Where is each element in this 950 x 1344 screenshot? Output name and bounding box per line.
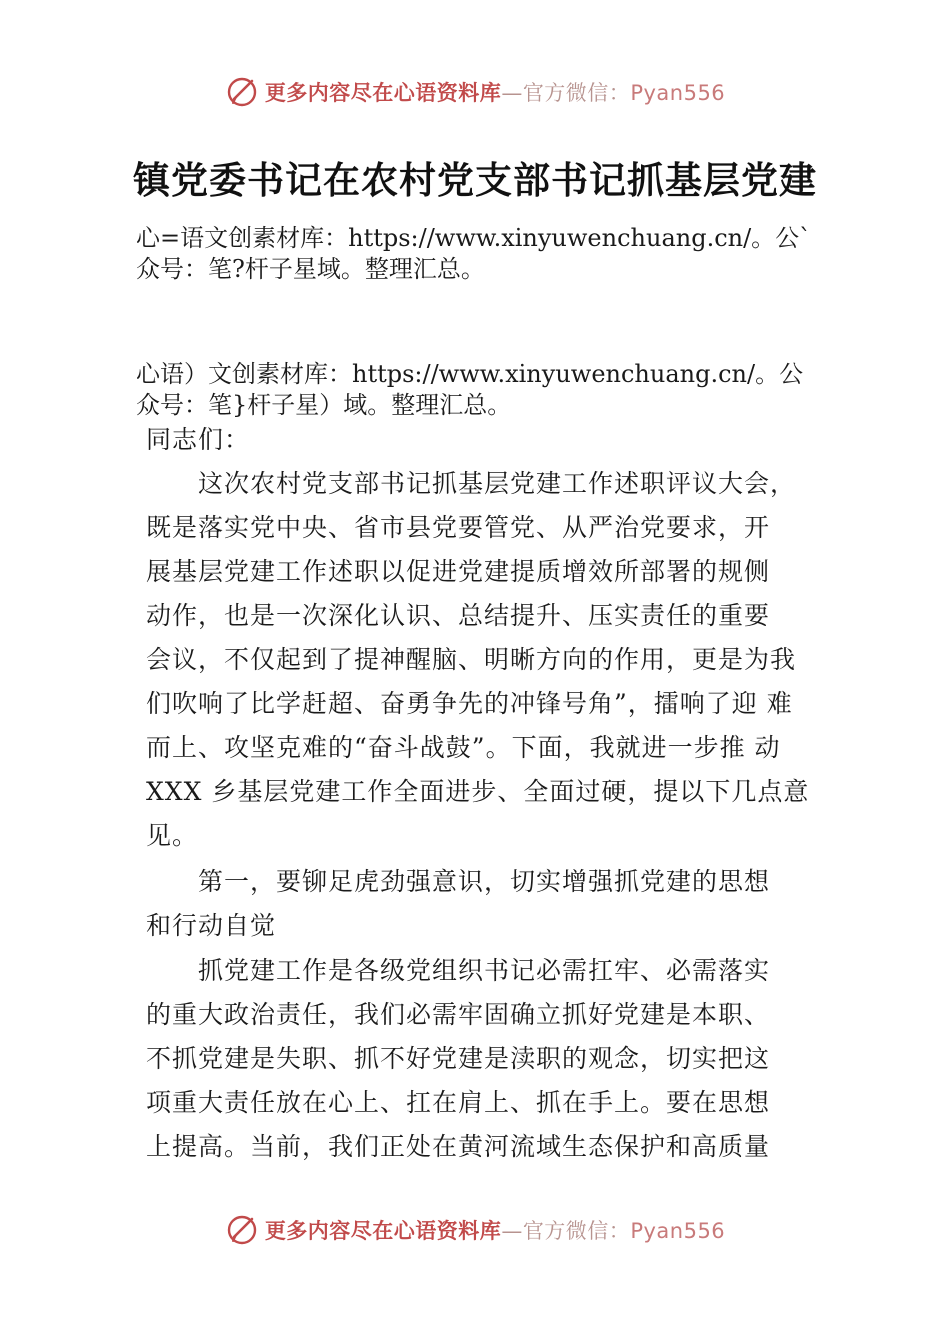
banner-wechat-id: Pyan556 (630, 81, 726, 105)
banner-brand: 更多内容尽在心语资料库 (264, 80, 502, 105)
banner-text (265, 77, 725, 107)
paragraph-line: 们吹响了比学赶超、奋勇争先的冲锋号角”，擂响了迎 难 (146, 689, 793, 718)
banner-wechat-label: 官方微信： (522, 81, 631, 105)
banner-wechat-label: 官方微信： (522, 1219, 631, 1243)
paragraph-line: 的重大政治责任，我们必需牢固确立抓好党建是本职、 (146, 1000, 771, 1029)
paragraph-line: 见。 (146, 821, 199, 850)
footer-banner (0, 1210, 950, 1250)
banner-dash: — (501, 81, 523, 105)
paragraph-line: 展基层党建工作述职以促进党建提质增效所部署的规侧 (146, 557, 771, 586)
paragraph-line: 这次农村党支部书记抓基层党建工作述职评议大会， (198, 469, 797, 498)
section-heading-line: 第一，要铆足虎劲强意识，切实增强抓党建的思想 (198, 867, 771, 896)
paragraph-line: 既是落实党中央、省市县党要管党、从严治党要求，开 (146, 513, 771, 542)
banner-text (265, 1215, 725, 1245)
quill-logo-icon (225, 1213, 259, 1247)
paragraph-line: 而上、攻坚克难的“奋斗战鼓”。下面，我就进一步推 动 (146, 733, 781, 762)
header-banner (0, 72, 950, 112)
paragraph-line: 上提高。当前，我们正处在黄河流域生态保护和高质量 (146, 1132, 771, 1161)
quill-logo-icon (225, 75, 259, 109)
paragraph-line: 抓党建工作是各级党组织书记必需扛牢、必需落实 (198, 956, 771, 985)
banner-dash: — (501, 1219, 523, 1243)
paragraph-line: 会议，不仅起到了提神醒脑、明晰方向的作用，更是为我 (146, 645, 797, 674)
source-note-2-line-1: 心语）文创素材库：https://www.xinyuwenchuang.cn/。公 (136, 360, 804, 388)
paragraph-line: XXX 乡基层党建工作全面进步、全面过硬，提以下几点意 (146, 777, 810, 806)
section-heading-line: 和行动自觉 (146, 911, 277, 940)
source-note-1-line-1: 心=语文创素材库：https://www.xinyuwenchuang.cn/。公` (136, 224, 812, 252)
source-note-2-line-2: 众号：笔}杆子星）域。整理汇总。 (136, 391, 512, 419)
salutation: 同志们： (146, 425, 251, 454)
banner-brand: 更多内容尽在心语资料库 (264, 1218, 502, 1243)
source-note-1-line-2: 众号：笔?杆子星域。整理汇总。 (136, 255, 485, 283)
paragraph-line: 动作，也是一次深化认识、总结提升、压实责任的重要 (146, 601, 771, 630)
paragraph-line: 不抓党建是失职、抓不好党建是渎职的观念，切实把这 (146, 1044, 771, 1073)
banner-wechat-id: Pyan556 (630, 1219, 726, 1243)
document-title: 镇党委书记在农村党支部书记抓基层党建 (133, 158, 817, 202)
paragraph-line: 项重大责任放在心上、扛在肩上、抓在手上。要在思想 (146, 1088, 771, 1117)
